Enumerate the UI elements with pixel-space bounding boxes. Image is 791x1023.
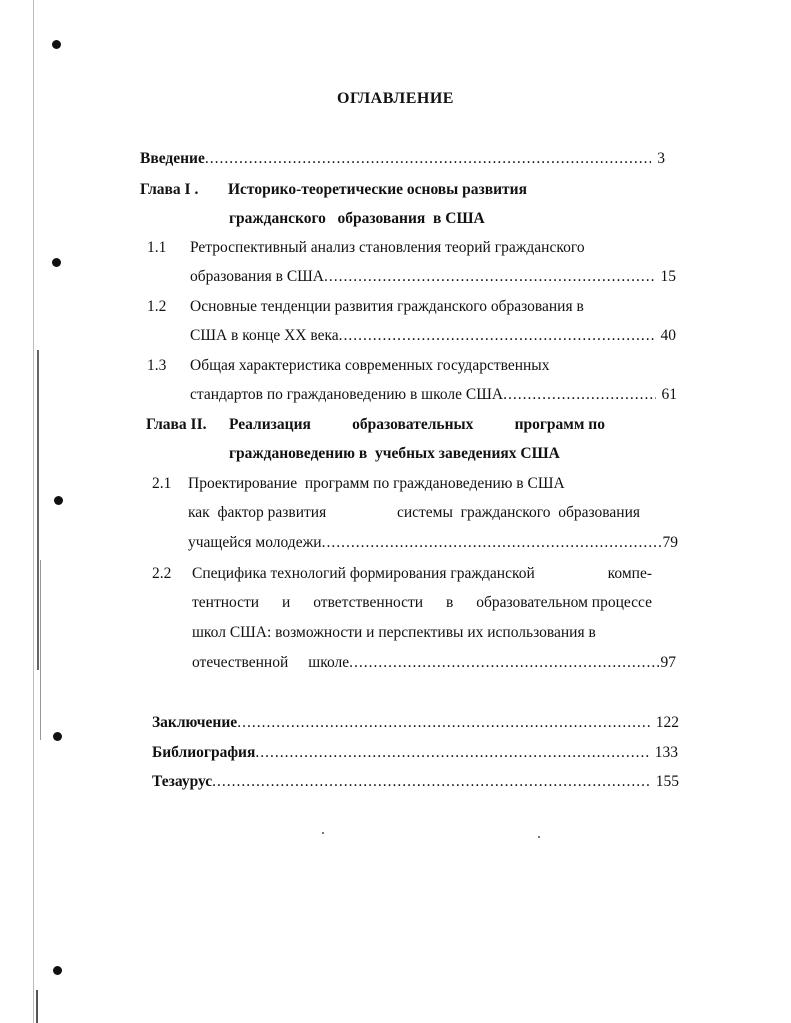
- section-2-2-line4-word: отечественной: [192, 654, 289, 671]
- toc-bibliography-page: 133: [654, 744, 678, 761]
- dot-leader: [205, 150, 651, 168]
- section-2-2-line4-word: школе: [308, 654, 350, 671]
- section-1-1-number: 1.1: [147, 239, 167, 256]
- section-2-1-number: 2.1: [152, 475, 172, 492]
- section-1-3-entry: [190, 386, 677, 404]
- binder-hole: [52, 258, 61, 267]
- toc-thesaurus-page: 155: [655, 773, 679, 790]
- section-2-2-line3: школ США: возможности и перспективы их использования в: [192, 624, 596, 641]
- toc-thesaurus-label: Тезаурус: [152, 773, 213, 790]
- section-2-1-line2-part: системы гражданского образования: [396, 504, 640, 521]
- chapter1-title-line2: гражданского образования в США: [229, 210, 485, 227]
- chapter1-title-line1: Историко-теоретические основы развития: [228, 181, 527, 198]
- section-2-2-line1-part: Специфика технологий формирования гражданской: [192, 565, 535, 582]
- dot-leader: [212, 773, 650, 791]
- section-1-3-page: 61: [661, 386, 677, 403]
- scan-speck: [538, 836, 540, 838]
- scan-speck: [322, 832, 324, 834]
- toc-intro-label: Введение: [140, 150, 205, 167]
- dot-leader: [324, 268, 655, 286]
- section-1-2-page: 40: [660, 327, 676, 344]
- binder-hole: [53, 966, 62, 975]
- scan-edge-mark: [36, 990, 38, 1023]
- chapter2-title-line1: [229, 416, 605, 434]
- toc-conclusion-label: Заключение: [152, 714, 238, 731]
- section-2-1-page: 79: [662, 534, 678, 551]
- toc-entry-thesaurus: [152, 773, 679, 791]
- section-2-2-entry: [192, 654, 676, 672]
- section-1-3-line2: стандартов по граждановедению в школе США: [190, 386, 504, 403]
- toc-entry-bibliography: [152, 744, 678, 762]
- binder-hole: [53, 732, 62, 741]
- scan-edge-line: [33, 0, 34, 1023]
- binder-hole: [54, 496, 63, 505]
- section-2-1-line2: [188, 504, 640, 522]
- chapter2-title-word: программ по: [514, 416, 605, 433]
- section-1-1-line2: образования в США: [190, 268, 324, 285]
- toc-intro-page: 3: [657, 150, 665, 167]
- section-2-2-number: 2.2: [152, 565, 172, 582]
- section-2-2-page: 97: [660, 654, 676, 671]
- dot-leader: [349, 654, 658, 672]
- dot-leader: [322, 534, 661, 552]
- chapter2-number: Глава II.: [146, 416, 207, 433]
- dot-leader: [237, 714, 650, 732]
- section-2-2-line1: [192, 565, 652, 583]
- section-2-2-line1-part: компе-: [607, 565, 652, 582]
- section-2-2-line2-word: ответственности: [313, 594, 424, 611]
- section-1-2-line2: США в конце XX века: [190, 327, 339, 344]
- section-1-2-number: 1.2: [147, 298, 167, 315]
- scan-edge-mark: [37, 350, 39, 670]
- toc-bibliography-label: Библиография: [152, 744, 256, 761]
- binder-hole: [52, 40, 61, 49]
- scan-edge-mark: [40, 560, 41, 740]
- page-title: ОГЛАВЛЕНИЕ: [337, 90, 454, 107]
- chapter1-number: Глава I .: [140, 181, 199, 198]
- toc-conclusion-page: 122: [655, 714, 679, 731]
- chapter2-title-word: образовательных: [352, 416, 474, 433]
- section-1-1-page: 15: [660, 268, 676, 285]
- section-2-1-line1: Проектирование программ по граждановедению в США: [188, 475, 565, 492]
- section-1-1-entry: [190, 268, 676, 286]
- toc-entry-conclusion: [152, 714, 679, 732]
- section-2-1-line3: учащейся молодежи: [188, 534, 322, 551]
- section-1-1-line1: Ретроспективный анализ становления теорий гражданского: [190, 239, 585, 256]
- section-1-2-entry: [190, 327, 676, 345]
- section-2-1-entry: [188, 534, 678, 552]
- section-2-1-line2-part: как фактор развития: [188, 504, 327, 521]
- section-1-3-number: 1.3: [147, 357, 167, 374]
- chapter2-title-line2: граждановедению в учебных заведениях США: [229, 445, 560, 462]
- section-1-3-line1: Общая характеристика современных государственных: [190, 357, 550, 374]
- dot-leader: [339, 327, 655, 345]
- dot-leader: [255, 744, 648, 762]
- chapter2-title-word: Реализация: [229, 416, 311, 433]
- toc-entry-intro: [140, 150, 665, 168]
- section-2-2-line2-word: тентности: [192, 594, 260, 611]
- section-2-2-line2-word: и: [282, 594, 291, 611]
- dot-leader: [503, 386, 655, 404]
- section-2-2-line2: [192, 594, 652, 612]
- section-2-2-line2-word: образовательном процессе: [476, 594, 652, 611]
- section-2-2-line2-word: в: [446, 594, 454, 611]
- section-1-2-line1: Основные тенденции развития гражданского образования в: [190, 298, 584, 315]
